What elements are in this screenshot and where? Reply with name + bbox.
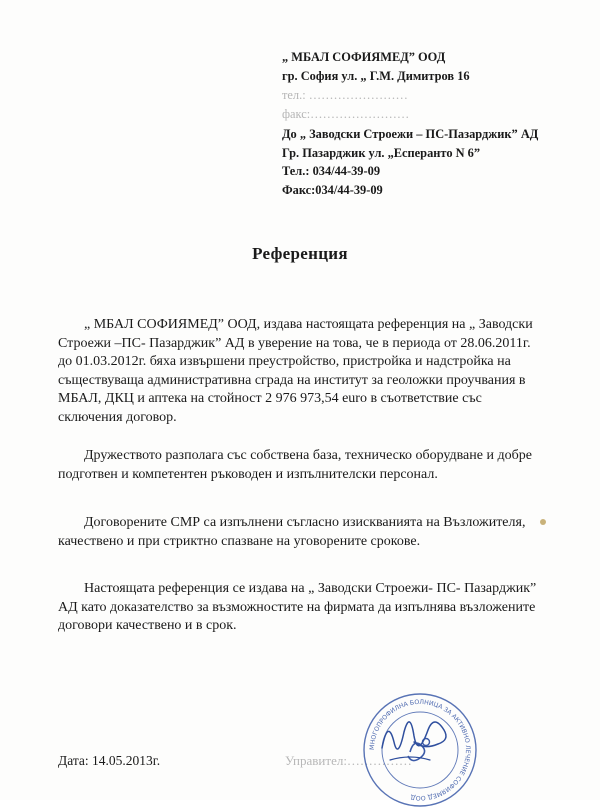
- sender-name: „ МБАЛ СОФИЯМЕД” ООД: [282, 50, 446, 64]
- paragraph-1-text: „ МБАЛ СОФИЯМЕД” ООД, издава настоящата референция на „ Заводски Строежи –ПС- Пазарджик” АД в уверение на това, че в периода от 28.06.2011г. до 01.03.2012г. бяха извършени преустройство, пристройка и надстройка на съществуваща административна сграда на институт за геоложки проучвания в МБАЛ, ДКЦ и аптека на стойност 2 976 973,54 euro в съответствие със сключения договор.: [58, 317, 533, 425]
- recipient-line1: До „ Заводски Строежи – ПС-Пазарджик” АД: [282, 127, 539, 141]
- svg-text:МНОГОПРОФИЛНА БОЛНИЦА ЗА АКТИВ: [369, 699, 471, 801]
- paragraph-1: [58, 316, 548, 428]
- paragraph-3: [58, 514, 548, 551]
- paragraph-3-text: Договорените СМР са изпълнени съгласно изискванията на Възложителя, качествено и при стриктно спазване на уговорените срокове.: [58, 515, 526, 549]
- recipient-fax: Факс:034/44-39-09: [282, 182, 383, 197]
- ink-blot: [540, 519, 546, 525]
- sender-phone: тел.: ……………………: [282, 88, 408, 102]
- recipient-phone: Тел.: 034/44-39-09: [282, 164, 381, 178]
- sender-block: [282, 48, 582, 124]
- sender-address: гр. София ул. „ Г.М. Димитров 16: [282, 69, 470, 83]
- paragraph-4-text: Настоящата референция се издава на „ Заводски Строежи- ПС- Пазарджик” АД като доказателство за възможностите на фирмата да изпълнява възложените договори качествено и в срок.: [58, 581, 537, 634]
- document-date: Дата: 14.05.2013г.: [58, 753, 161, 768]
- company-stamp-icon: [360, 690, 480, 810]
- stamp-text: МНОГОПРОФИЛНА БОЛНИЦА ЗА АКТИВНО ЛЕЧЕНИЕ СОФИЯМЕД ООД: [368, 698, 472, 802]
- manager-signature-line: Управител:……………: [285, 753, 412, 768]
- document-title: Референция: [252, 244, 348, 263]
- recipient-block: [282, 125, 592, 199]
- paragraph-2-text: Дружеството разполага със собствена база, техническо оборудване и добре подготвен и компетентен ръководен и изпълнителски персонал.: [58, 448, 532, 482]
- sender-fax: факс:……………………: [282, 107, 410, 121]
- recipient-line2: Гр. Пазарджик ул. „Есперанто N 6”: [282, 145, 481, 160]
- paragraph-2: [58, 447, 548, 484]
- paragraph-4: [58, 580, 548, 636]
